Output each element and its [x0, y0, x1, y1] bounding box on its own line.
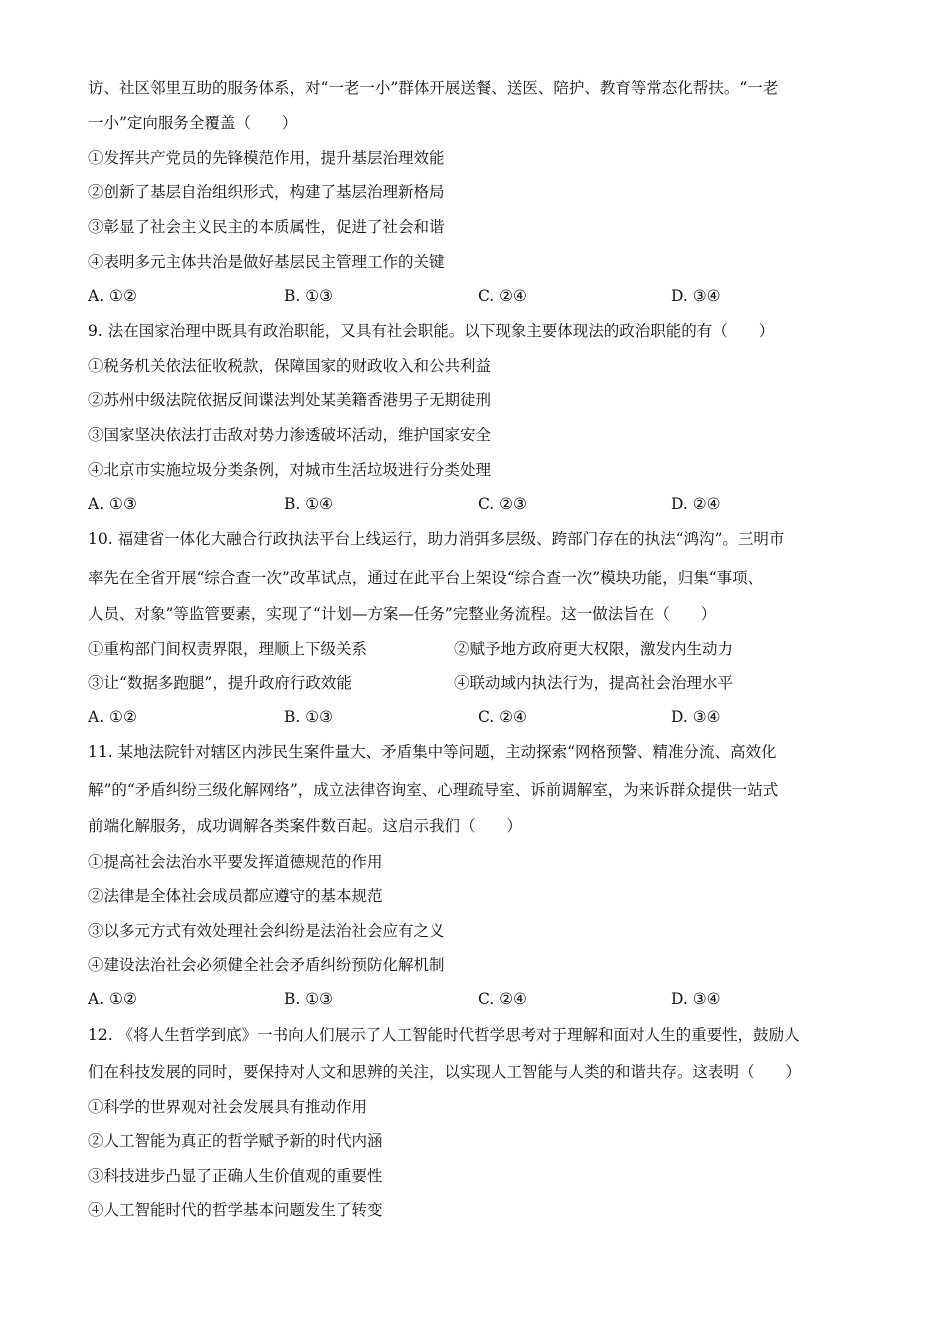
q12-item-3: ③科技进步凸显了正确人生价值观的重要性: [88, 1167, 383, 1185]
q10-stem-line2: 率先在全省开展“综合查一次”改革试点，通过在此平台上架设“综合查一次”模块功能，归集“事项、: [88, 569, 764, 587]
q9-options: [88, 494, 868, 514]
q9-option-b[interactable]: B. ①④: [284, 495, 334, 513]
q8-option-d[interactable]: D. ③④: [671, 287, 721, 305]
q10-items-row1: [88, 639, 868, 659]
q11-item-4: ④建设法治社会必须健全社会矛盾纠纷预防化解机制: [88, 956, 445, 974]
q8-option-b[interactable]: B. ①③: [284, 287, 334, 305]
q11-options: [88, 989, 868, 1009]
q11-option-c[interactable]: C. ②④: [478, 990, 527, 1008]
q9-option-a[interactable]: A. ①③: [88, 495, 137, 513]
q8-item-1: ①发挥共产党员的先锋模范作用，提升基层治理效能: [88, 149, 445, 167]
q10-item-3: ③让“数据多跑腿”，提升政府行政效能: [88, 674, 352, 692]
q10-stem-line1: 10. 福建省一体化大融合行政执法平台上线运行，助力消弭多层级、跨部门存在的执法“鸿沟”。三明市: [88, 530, 785, 548]
q12-item-2: ②人工智能为真正的哲学赋予新的时代内涵: [88, 1132, 383, 1150]
q8-item-2: ②创新了基层自治组织形式，构建了基层治理新格局: [88, 183, 445, 201]
q9-option-c[interactable]: C. ②③: [478, 495, 527, 513]
q11-option-b[interactable]: B. ①③: [284, 990, 334, 1008]
q11-stem-line3: 前端化解服务，成功调解各类案件数百起。这启示我们（ ）: [88, 817, 523, 835]
q9-item-3: ③国家坚决依法打击敌对势力渗透破坏活动，维护国家安全: [88, 426, 492, 444]
q11-item-3: ③以多元方式有效处理社会纠纷是法治社会应有之义: [88, 922, 445, 940]
q9-item-2: ②苏州中级法院依据反间谍法判处某美籍香港男子无期徒刑: [88, 391, 492, 409]
q12-item-1: ①科学的世界观对社会发展具有推动作用: [88, 1098, 368, 1116]
q11-option-a[interactable]: A. ①②: [88, 990, 137, 1008]
q9-stem: 9. 法在国家治理中既具有政治职能，又具有社会职能。以下现象主要体现法的政治职能的有（ ）: [88, 322, 775, 340]
q8-options: [88, 286, 868, 306]
q11-item-1: ①提高社会法治水平要发挥道德规范的作用: [88, 853, 383, 871]
q11-stem-line2: 解”的“矛盾纠纷三级化解网络”，成立法律咨询室、心理疏导室、诉前调解室，为来诉群众提供一站式: [88, 781, 779, 799]
q8-item-4: ④表明多元主体共治是做好基层民主管理工作的关键: [88, 253, 445, 271]
q10-option-d[interactable]: D. ③④: [671, 708, 721, 726]
q11-item-2: ②法律是全体社会成员都应遵守的基本规范: [88, 887, 383, 905]
q10-option-a[interactable]: A. ①②: [88, 708, 137, 726]
q11-stem-line1: 11. 某地法院针对辖区内涉民生案件量大、矛盾集中等问题，主动探索“网格预警、精准分流、高效化: [88, 743, 777, 761]
q9-option-d[interactable]: D. ②④: [671, 495, 721, 513]
q10-item-1: ①重构部门间权责界限，理顺上下级关系: [88, 640, 368, 658]
q10-option-b[interactable]: B. ①③: [284, 708, 334, 726]
q8-stem-line1: 访、社区邻里互助的服务体系，对“一老一小”群体开展送餐、送医、陪护、教育等常态化帮扶。“一老: [88, 79, 779, 97]
q10-options: [88, 707, 868, 727]
q8-option-c[interactable]: C. ②④: [478, 287, 527, 305]
q8-option-a[interactable]: A. ①②: [88, 287, 137, 305]
q11-option-d[interactable]: D. ③④: [671, 990, 721, 1008]
q9-item-4: ④北京市实施垃圾分类条例，对城市生活垃圾进行分类处理: [88, 461, 492, 479]
q8-item-3: ③彰显了社会主义民主的本质属性，促进了社会和谐: [88, 218, 445, 236]
q10-items-row2: [88, 673, 868, 693]
q12-stem-line1: 12. 《将人生哲学到底》一书向人们展示了人工智能时代哲学思考对于理解和面对人生的重要性，鼓励人: [88, 1026, 800, 1044]
q8-stem-line2: 一小”定向服务全覆盖（ ）: [88, 114, 298, 132]
q9-item-1: ①税务机关依法征收税款，保障国家的财政收入和公共利益: [88, 357, 492, 375]
q10-item-2: ②赋予地方政府更大权限，激发内生动力: [454, 640, 734, 658]
q10-stem-line3: 人员、对象”等监管要素，实现了“计划—方案—任务”完整业务流程。这一做法旨在（ ）: [88, 605, 717, 623]
q10-item-4: ④联动域内执法行为，提高社会治理水平: [454, 674, 734, 692]
q12-item-4: ④人工智能时代的哲学基本问题发生了转变: [88, 1201, 383, 1219]
q10-option-c[interactable]: C. ②④: [478, 708, 527, 726]
q12-stem-line2: 们在科技发展的同时，要保持对人文和思辨的关注，以实现人工智能与人类的和谐共存。这表明（ ）: [88, 1063, 802, 1081]
